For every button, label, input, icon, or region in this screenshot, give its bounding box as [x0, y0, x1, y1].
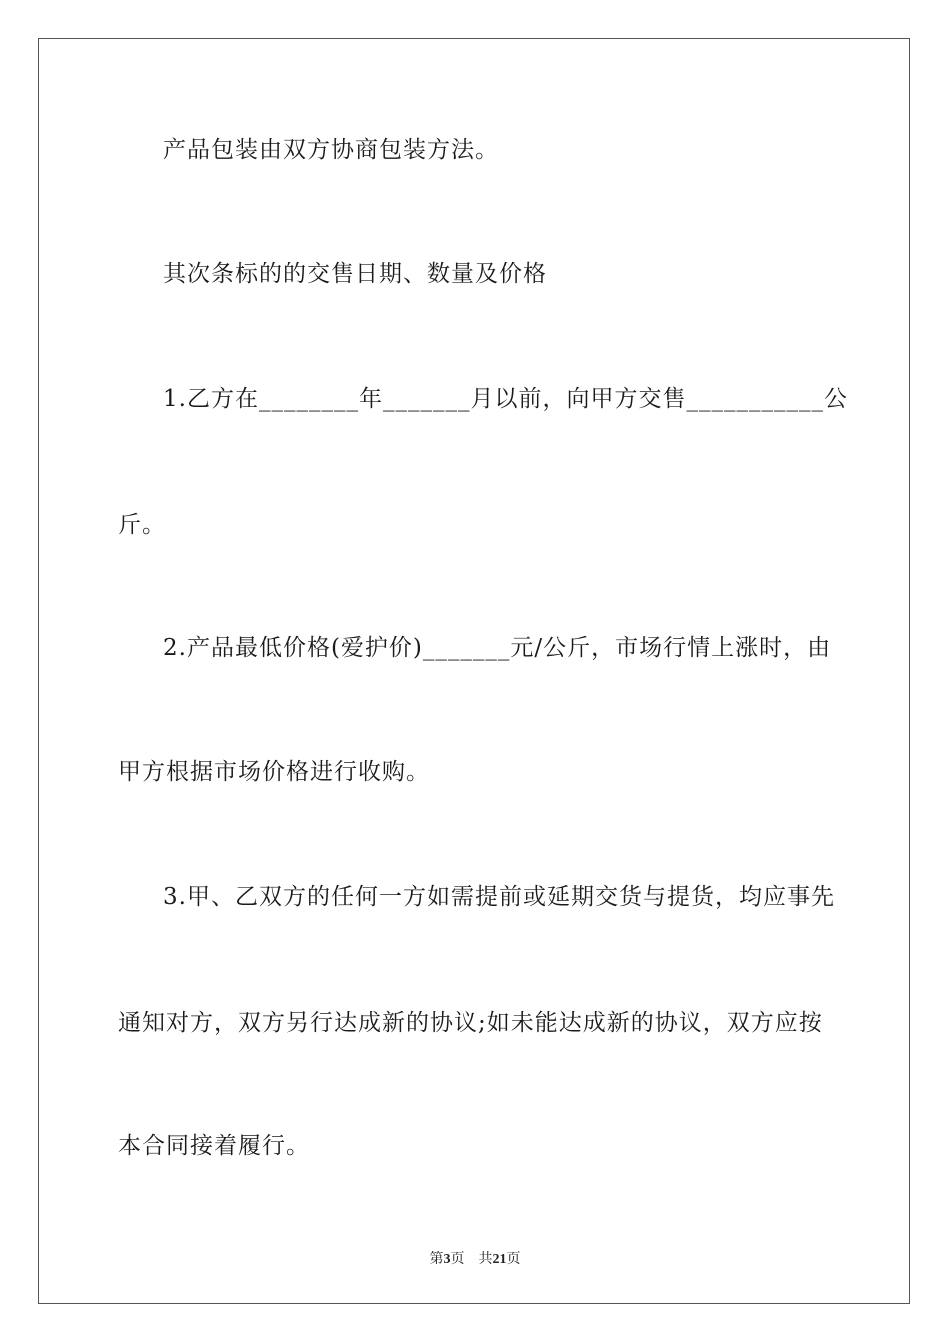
- clause-2-line-1: 2.产品最低价格(爱护价)_______元/公斤，市场行情上涨时，由: [163, 635, 832, 661]
- paragraph-packaging: 产品包装由双方协商包装方法。: [163, 137, 499, 163]
- page-prefix: 第: [429, 1252, 444, 1267]
- clause-3-line-3: 本合同接着履行。: [118, 1133, 310, 1159]
- total-prefix: 共: [478, 1252, 493, 1267]
- page-total: 21: [492, 1252, 507, 1267]
- section-heading-delivery: 其次条标的的交售日期、数量及价格: [163, 261, 547, 287]
- page-suffix: 页: [450, 1252, 465, 1267]
- clause-3-line-1: 3.甲、乙双方的任何一方如需提前或延期交货与提货，均应事先: [163, 884, 835, 910]
- page-footer: [0, 1248, 950, 1268]
- total-suffix: 页: [506, 1252, 521, 1267]
- clause-2-line-2: 甲方根据市场价格进行收购。: [118, 759, 430, 785]
- page-current: 3: [443, 1252, 451, 1267]
- page-frame: [38, 38, 910, 1304]
- clause-1-line-1: 1.乙方在________年_______月以前，向甲方交售___________公: [163, 386, 848, 412]
- clause-3-line-2: 通知对方，双方另行达成新的协议;如未能达成新的协议，双方应按: [118, 1010, 823, 1036]
- clause-1-line-2: 斤。: [118, 512, 166, 538]
